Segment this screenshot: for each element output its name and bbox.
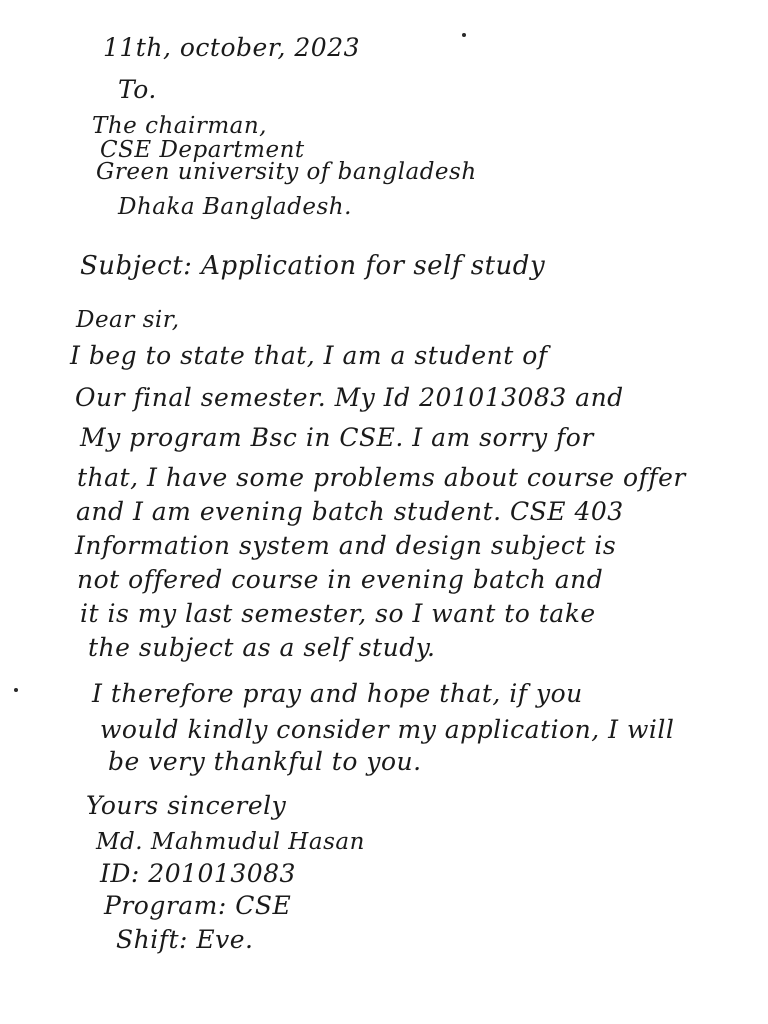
- ink-speck: [14, 688, 18, 692]
- letter-salutation: Dear sir,: [76, 307, 180, 333]
- letter-subject: Subject: Application for self study: [80, 251, 546, 281]
- letter-date: 11th, october, 2023: [103, 33, 361, 62]
- body-line: Information system and design subject is: [75, 531, 617, 560]
- signature-program: Program: CSE: [104, 891, 292, 920]
- recipient-line: Dhaka Bangladesh.: [118, 194, 352, 220]
- letter-to: To.: [118, 75, 157, 104]
- body-line: and I am evening batch student. CSE 403: [76, 497, 624, 526]
- body-line: would kindly consider my application, I will: [100, 715, 675, 744]
- signature-shift: Shift: Eve.: [116, 925, 254, 954]
- body-line: be very thankful to you.: [108, 747, 422, 776]
- body-line: Our final semester. My Id 201013083 and: [75, 383, 624, 412]
- ink-speck: [462, 33, 466, 37]
- recipient-line: CSE Department: [100, 137, 305, 163]
- recipient-line: The chairman,: [92, 113, 267, 139]
- signature-name: Md. Mahmudul Hasan: [96, 829, 365, 855]
- body-line: My program Bsc in CSE. I am sorry for: [80, 423, 594, 452]
- body-line: I therefore pray and hope that, if you: [92, 679, 583, 708]
- body-line: I beg to state that, I am a student of: [70, 341, 548, 370]
- body-line: not offered course in evening batch and: [77, 565, 604, 594]
- recipient-line: Green university of bangladesh: [96, 159, 477, 185]
- body-line: it is my last semester, so I want to take: [80, 599, 596, 628]
- body-line: that, I have some problems about course offer: [77, 463, 686, 492]
- body-line: the subject as a self study.: [88, 633, 436, 662]
- letter-closing: Yours sincerely: [86, 791, 287, 820]
- signature-id: ID: 201013083: [100, 859, 296, 888]
